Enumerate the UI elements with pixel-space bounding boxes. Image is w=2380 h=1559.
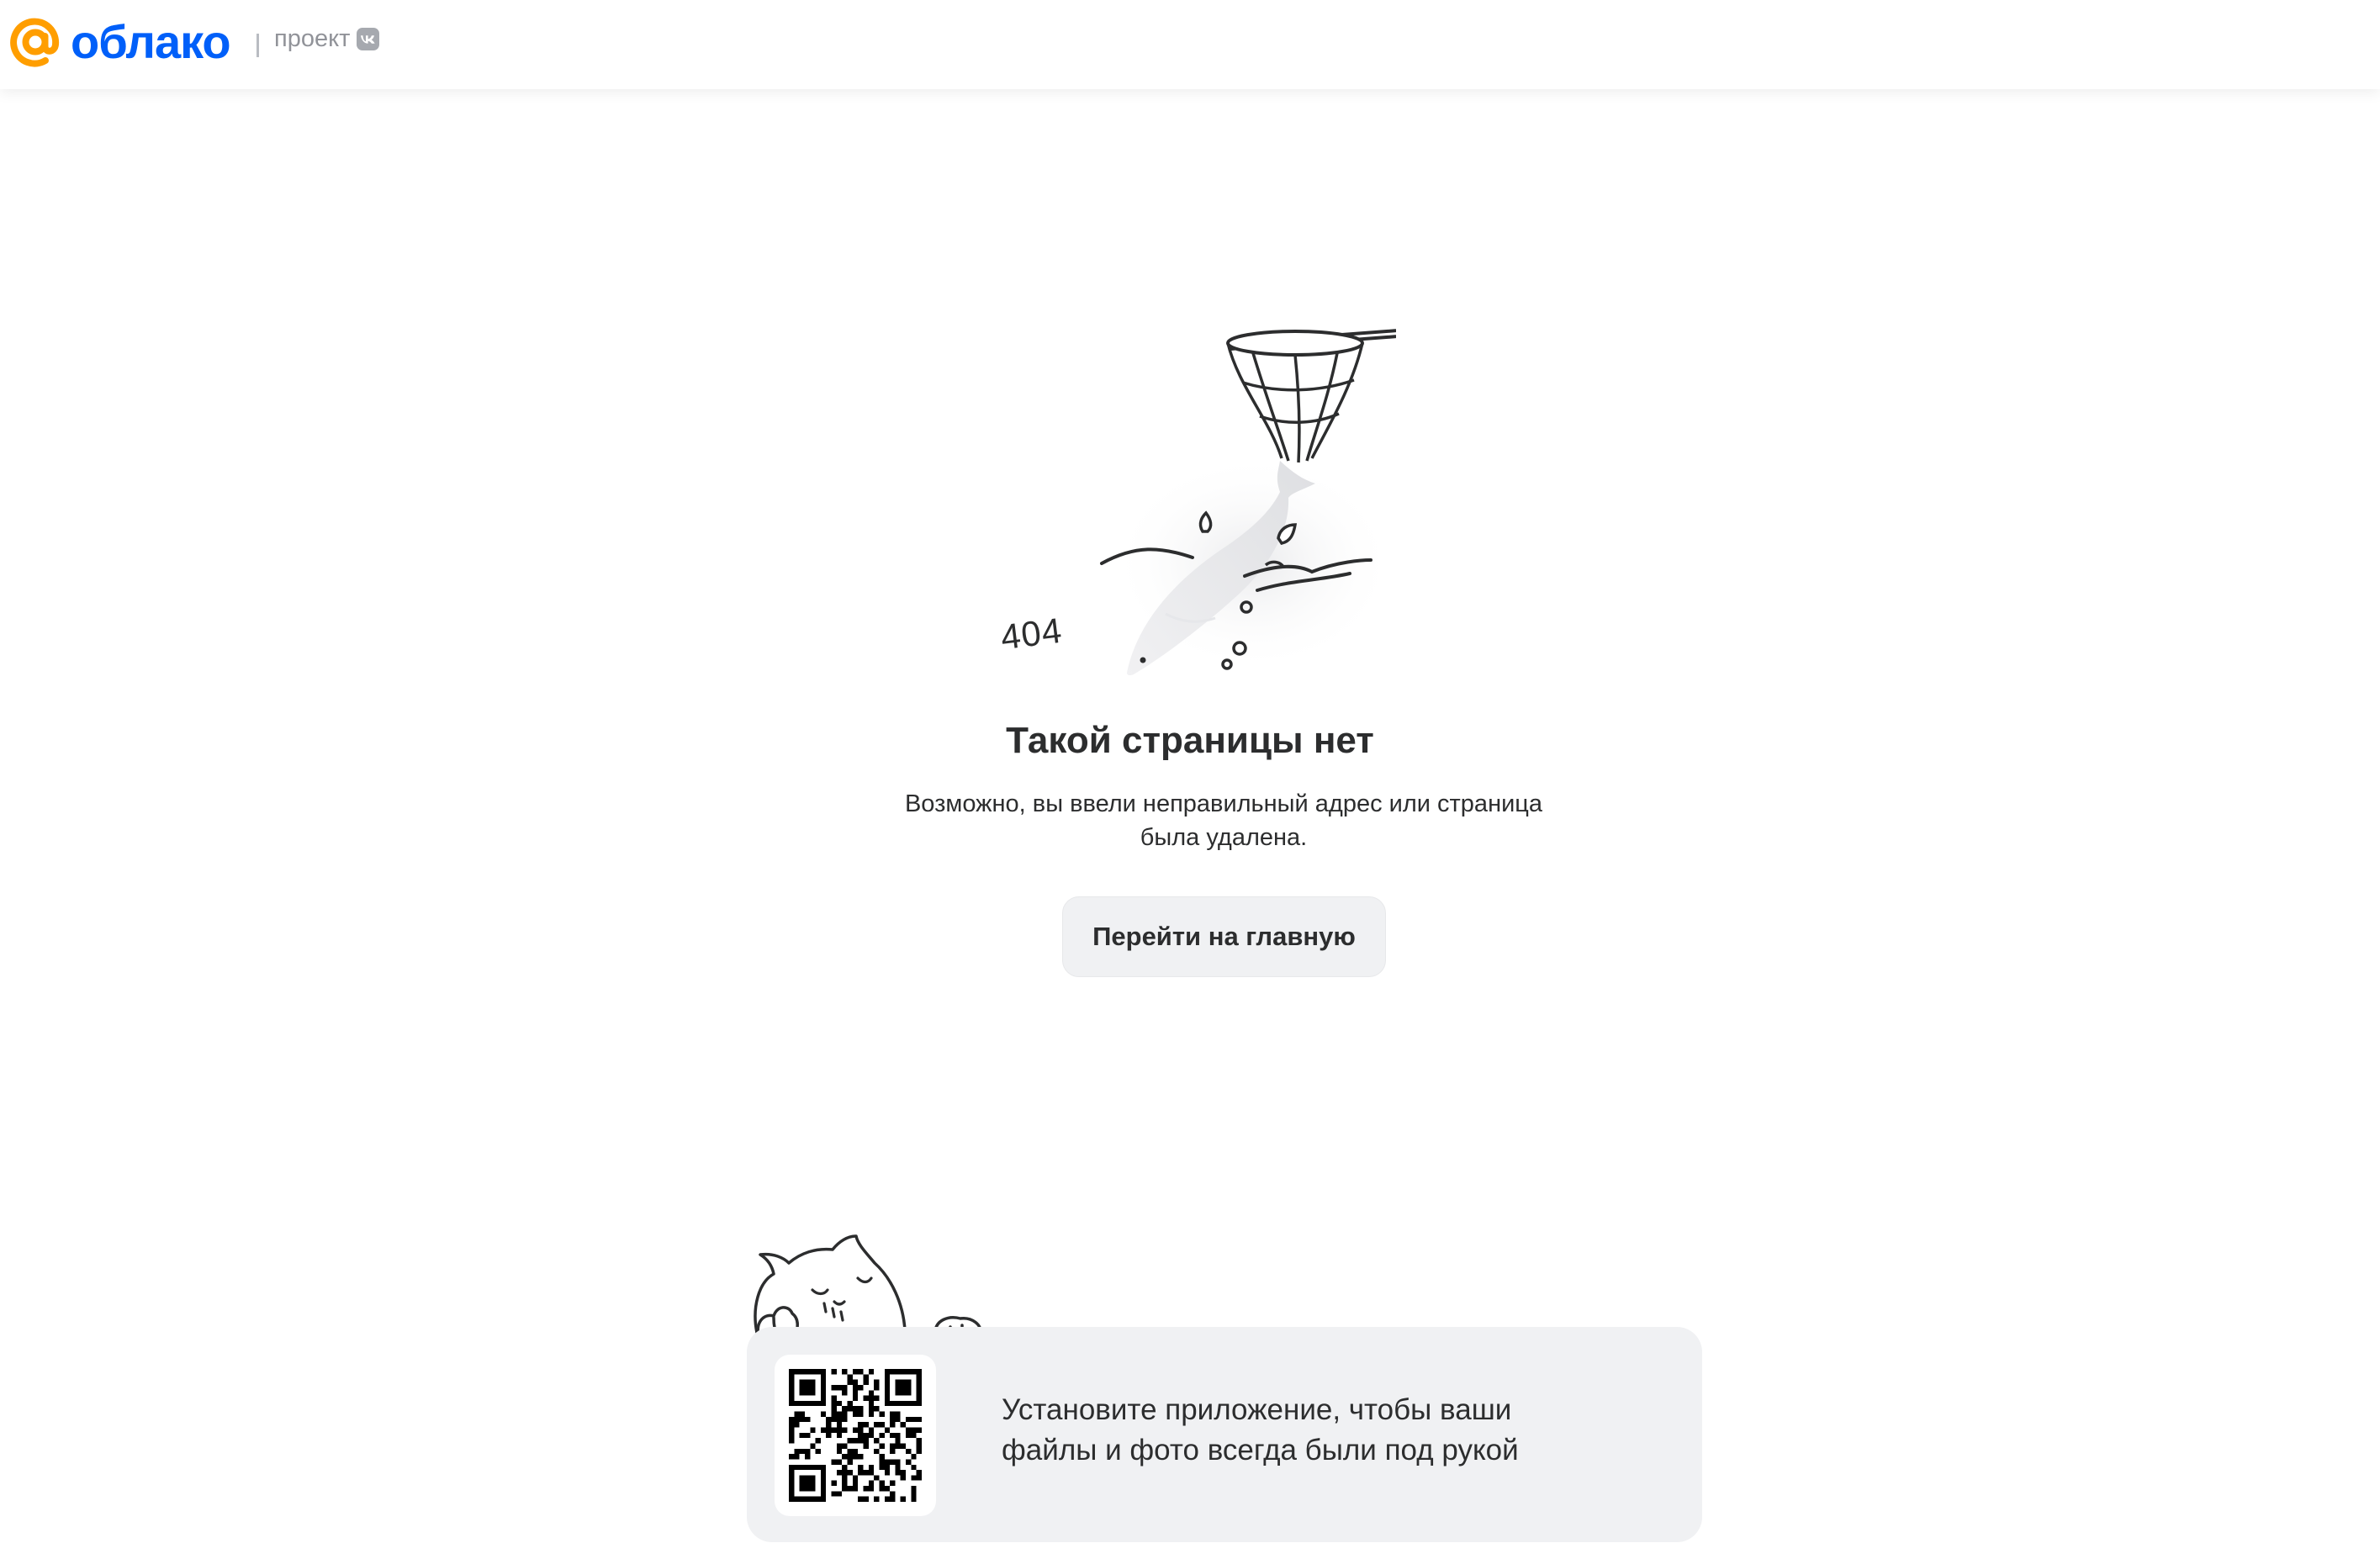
vk-icon [357,28,379,50]
qr-code-icon[interactable] [789,1369,922,1502]
top-header [0,0,2380,89]
go-home-button[interactable]: Перейти на главную [1062,896,1386,977]
promo-text: Установите приложение, чтобы ваши файлы и фото всегда были под рукой [1002,1393,1519,1467]
qr-code-container [775,1355,936,1516]
app-promo-banner [747,1327,1702,1542]
mail-at-icon [7,13,64,71]
project-label: проект [274,25,351,52]
logo-text: облако [71,15,230,68]
error-description: Возможно, вы ввели неправильный адрес или страница была удалена. [904,790,1543,851]
cloud-logo-link[interactable] [7,13,230,71]
vk-project-badge[interactable] [274,25,379,53]
error-title: Такой страницы нет [1006,720,1374,761]
logo-divider [257,34,259,57]
sleeping-cat-illustration [740,1211,992,1345]
error-code-label: 404 [998,610,1065,658]
